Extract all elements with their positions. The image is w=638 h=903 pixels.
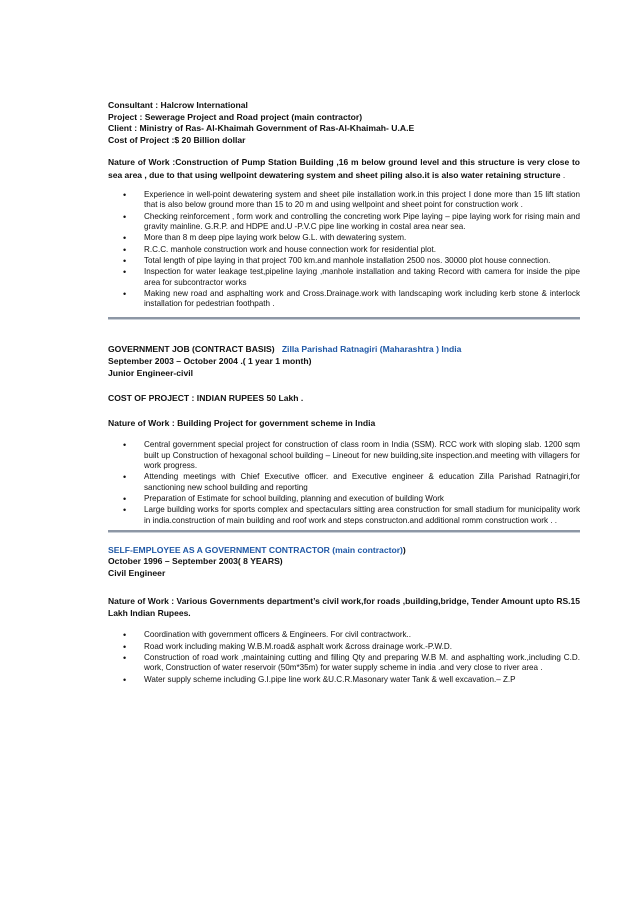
section-divider — [108, 530, 580, 533]
list-item: • Water supply scheme including G.I.pipe line work &U.C.R.Masonary water Tank & well excavation.– Z.P — [144, 675, 580, 685]
self-employee-title: SELF-EMPLOYEE AS A GOVERNMENT CONTRACTOR (main contractor) — [108, 544, 403, 555]
self-employee-heading-end: ) — [402, 544, 406, 555]
list-item: • Large building works for sports complex and spectaculars sitting area construction for small stadium for municipality work in india.construction of main building and roof work and steps constructon.and additional romm construction work . . — [144, 505, 580, 526]
list-item: • Central government special project for construction of class room in India (SSM). RCC work with sloping slab. 1200 sqm built up Construction of hexagonal school building – Lineout for new building,site inspection.and meeting with villagers for work progress. — [144, 440, 580, 471]
list-item: • Total length of pipe laying in that project 700 km.and manhole installation 2500 nos. 30000 plot house connection. — [144, 256, 580, 266]
self-employee-nature: Nature of Work : Various Governments department’s civil work,for roads ,building,bridge, Tender Amount upto RS.15 Lakh Indian Rupees. — [108, 595, 580, 618]
nature-of-work-paragraph — [108, 156, 580, 181]
self-employee-bullet-list — [108, 630, 580, 684]
government-job-heading — [108, 344, 580, 356]
list-item: • Coordination with government officers & Engineers. For civil contractwork.. — [144, 630, 580, 640]
list-item: • Inspection for water leakage test,pipeline laying ,manhole installation and taking Record with camera for inside the pipe area for subcontractor works — [144, 267, 580, 288]
list-item: • Attending meetings with Chief Executive officer. and Executive engineer & education Zilla Parishad Ratnagiri,for sanctioning new school building and reporting — [144, 472, 580, 493]
self-employee-role: Civil Engineer — [108, 567, 166, 578]
section-divider — [108, 317, 580, 320]
client-line: Client : Ministry of Ras- Al-Khaimah Government of Ras-Al-Khaimah- U.A.E — [108, 123, 415, 134]
list-item: • Preparation of Estimate for school building, planning and execution of building Work — [144, 494, 580, 504]
list-item: • R.C.C. manhole construction work and house connection work for residential plot. — [144, 245, 580, 255]
resume-page — [108, 100, 580, 686]
employer-name: Zilla Parishad Ratnagiri (Maharashtra ) India — [281, 344, 462, 355]
list-item: • Construction of road work ,maintaining cutting and filling Qty and preparing W.B M. and asphalting work.,including C.D. work, Construction of water reservoir (50m*35m) for water supply scheme in india .and very close to river area . — [144, 653, 580, 674]
consultant-bullet-list — [108, 190, 580, 309]
list-item: • Making new road and asphalting work and Cross.Drainage.work with landscaping work including kerb stone & interlock installation for pedestrian foothpath . — [144, 289, 580, 310]
nature-of-work-text: Nature of Work :Construction of Pump Station Building ,16 m below ground level and this structure is very close to sea area , due to that using wellpoint dewatering system and sheet piling also.it is also water retaining structure — [108, 157, 580, 180]
list-item: • Checking reinforcement , form work and controlling the concreting work Pipe laying – pipe laying work for rising main and gravity mainline. G.R.P. and HDPE and.U -P.V.C pipe line working in costal area near sea. — [144, 212, 580, 233]
list-item: • Experience in well-point dewatering system and sheet pile installation work.in this project I done more than 15 lift station that is also below ground more than 15 to 20 m and using wellpoint and sheet point for construction work . — [144, 190, 580, 211]
nature-of-work-tail: . — [560, 169, 566, 180]
cost-line: Cost of Project :$ 20 Billion dollar — [108, 134, 246, 145]
government-job-bullet-list — [108, 440, 580, 525]
government-job-role: Junior Engineer-civil — [108, 367, 194, 378]
list-item: • Road work including making W.B.M.road& asphalt work &cross drainage work.-P.W.D. — [144, 642, 580, 652]
consultant-line: Consultant : Halcrow International — [108, 100, 248, 110]
government-job-cost: COST OF PROJECT : INDIAN RUPEES 50 Lakh . — [108, 393, 304, 404]
government-job-title: GOVERNMENT JOB (CONTRACT BASIS) — [108, 344, 275, 355]
self-employee-heading — [108, 545, 580, 557]
self-employee-dates: October 1996 – September 2003( 8 YEARS) — [108, 556, 283, 567]
government-job-nature: Nature of Work : Building Project for government scheme in India — [108, 417, 376, 428]
government-job-dates: September 2003 – October 2004 .( 1 year 1 month) — [108, 356, 312, 367]
list-item: • More than 8 m deep pipe laying work below G.L. with dewatering system. — [144, 233, 580, 243]
project-line: Project : Sewerage Project and Road project (main contractor) — [108, 111, 363, 122]
